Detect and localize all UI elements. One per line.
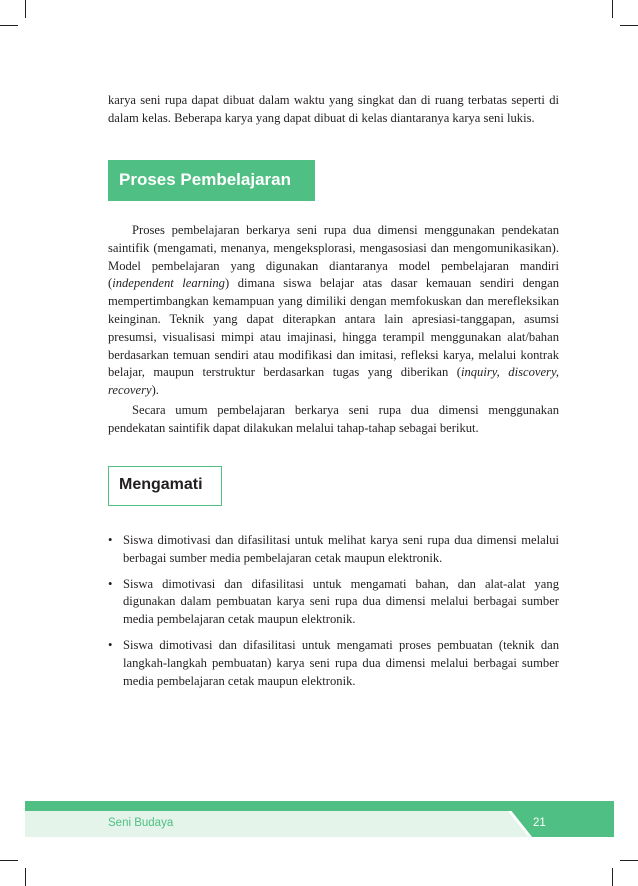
section-heading-mengamati-label: Mengamati [119,476,203,493]
crop-mark-top-right-h [620,25,638,26]
section-heading-proses-label: Proses Pembelajaran [119,170,291,189]
proses-paragraph-2: Secara umum pembelajaran berkarya seni rupa dua dimensi menggunakan pendekatan saintifik dapat dilakukan melalui tahap-tahap sebagai berikut. [108,402,559,435]
p1-part-c: ). [151,383,159,398]
crop-mark-top-left-v [25,0,26,18]
proses-paragraph-1 [108,222,559,400]
footer-top-bar [25,801,614,811]
intro-text: karya seni rupa dapat dibuat dalam waktu yang singkat dan di ruang terbatas seperti di dalam kelas. Beberapa karya yang dapat dibuat di kelas diantaranya karya seni lukis. [108,93,559,125]
bullet-icon: • [108,637,113,652]
list-item-text: Siswa dimotivasi dan difasilitasi untuk mengamati proses pembuatan (teknik dan langkah-langkah pembuatan) karya seni rupa dua dimensi melalui berbagai sumber media pembelajaran cetak maupun elektronik. [123,637,559,688]
p1-emphasis-independent-learning: independent learning [112,276,225,291]
crop-mark-top-left-h [0,25,18,26]
list-item [108,637,559,690]
list-item-text: Siswa dimotivasi dan difasilitasi untuk mengamati bahan, dan alat-alat yang digunakan dalam pembuatan karya seni rupa dua dimensi melalui berbagai sumber media pembelajaran cetak maupun elektronik. [123,576,559,627]
footer-book-title: Seni Budaya [108,817,174,829]
crop-mark-bottom-right-v [612,868,613,886]
list-item-text: Siswa dimotivasi dan difasilitasi untuk melihat karya seni rupa dua dimensi melalui berbagai sumber media pembelajaran cetak maupun elektronik. [123,533,559,565]
list-item [108,576,559,629]
section-heading-proses [108,160,315,201]
p1-part-b: ) dimana siswa belajar atas dasar kemauan sendiri dengan mempertimbangkan kemampuan yang dimiliki dengan memfokuskan dan merefleksikan keinginan. Teknik yang dapat diterapkan antara lain apresiasi-tanggapan, asumsi presumsi, visualisasi mimpi atau imajinasi, hingga terampil menggunakan alat/bahan berdasarkan temuan sendiri atau modifikasi dan imitasi, refleksi karya, melalui kontrak belajar, maupun terstruktur berdasarkan tugas yang diberikan ( [108,276,559,380]
p1-emphasis-inquiry: inquiry, discovery, recovery [108,365,559,398]
p1-part-a: Proses pembelajaran berkarya seni rupa dua dimensi menggunakan pendekatan saintifik (mengamati, menanya, mengeksplorasi, mengasosiasi dan mengomunikasikan). Model pembelajaran yang digunakan diantaranya model pembelajaran mandiri ( [108,223,559,291]
intro-paragraph [108,92,559,128]
mengamati-list [108,532,559,698]
crop-mark-bottom-left-h [0,860,18,861]
crop-mark-bottom-left-v [25,868,26,886]
bullet-icon: • [108,576,113,591]
crop-mark-bottom-right-h [620,860,638,861]
crop-mark-top-right-v [612,0,613,18]
proses-body [108,222,559,438]
list-item [108,532,559,568]
page-number: 21 [533,817,546,829]
section-heading-mengamati [108,466,222,506]
bullet-icon: • [108,533,113,547]
